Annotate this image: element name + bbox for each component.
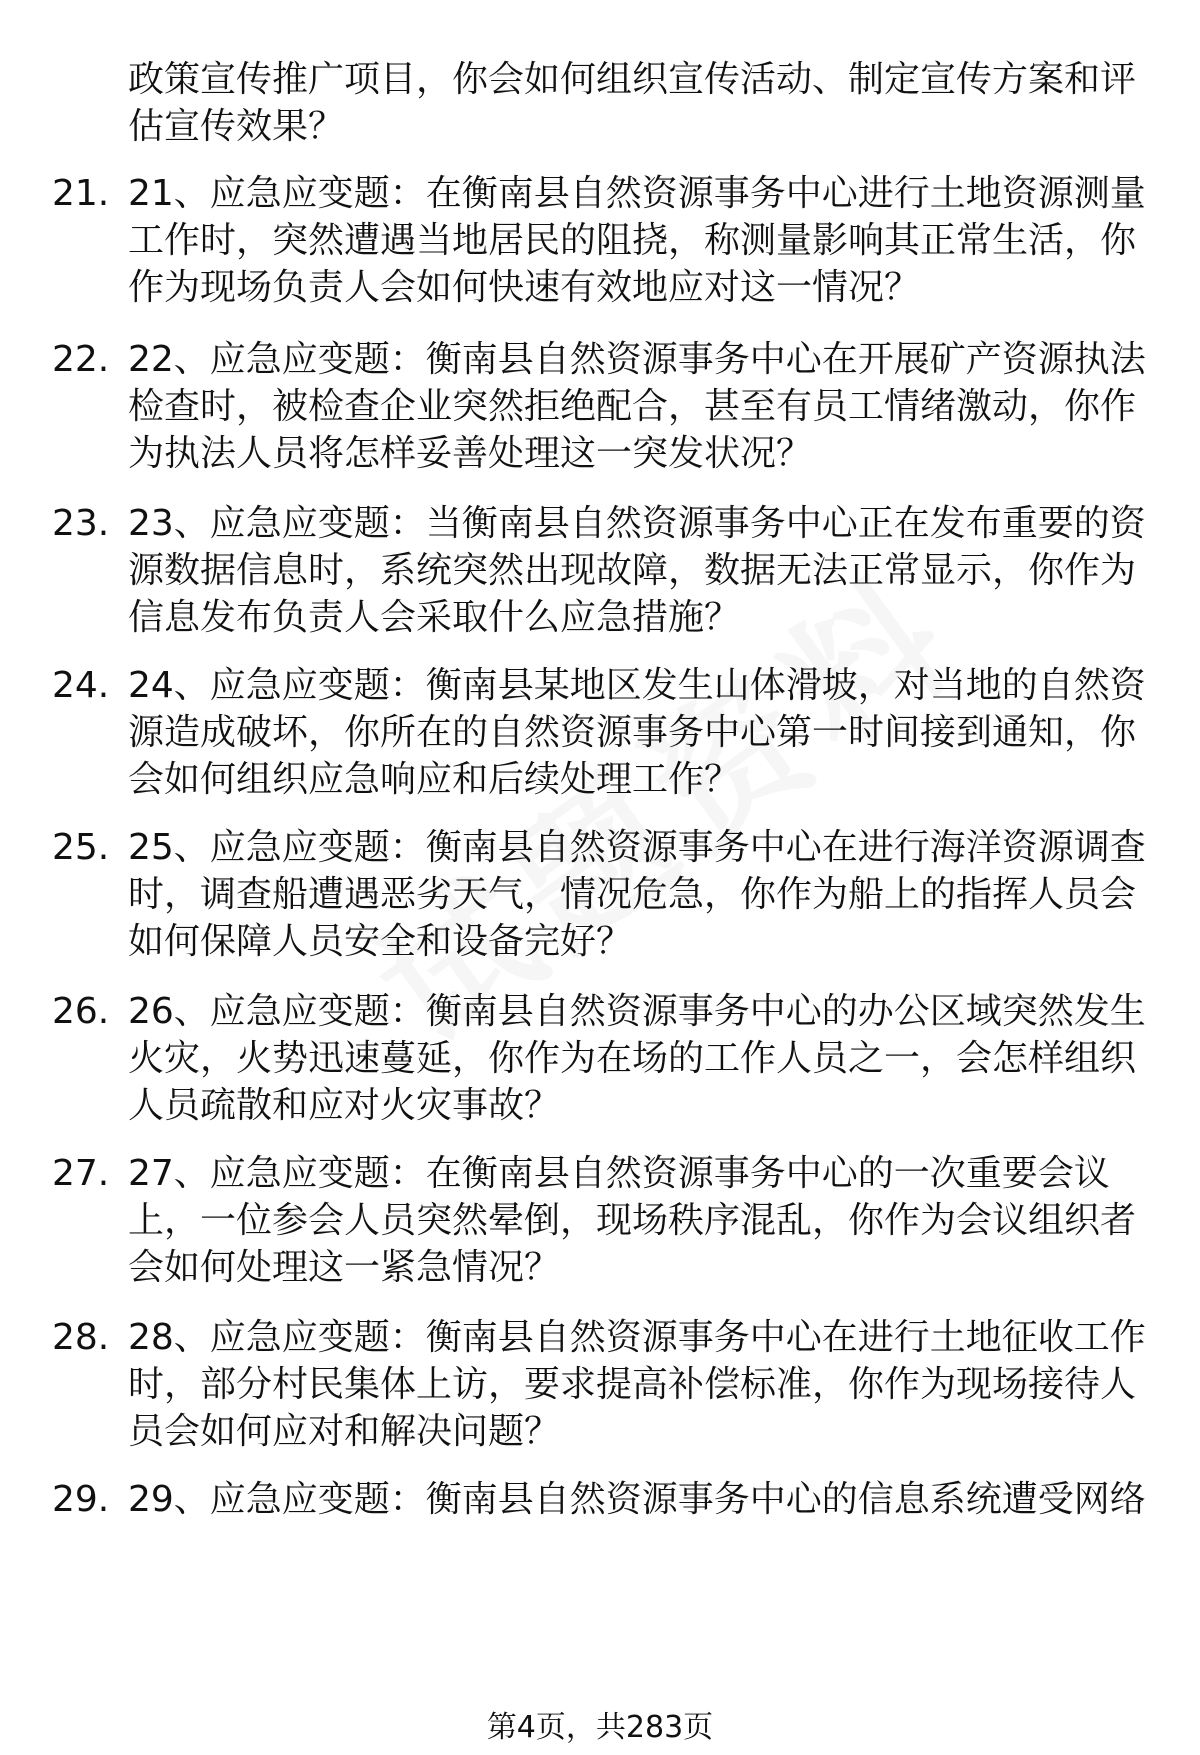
item-text: 24、应急应变题：衡南县某地区发生山体滑坡，对当地的自然资源造成破坏，你所在的自然资源事务中心第一时间接到通知，你会如何组织应急响应和后续处理工作？ (128, 665, 1146, 800)
item-text: 27、应急应变题：在衡南县自然资源事务中心的一次重要会议上，一位参会人员突然晕倒，现场秩序混乱，你作为会议组织者会如何处理这一紧急情况？ (128, 1153, 1137, 1288)
item-number: 23. (52, 503, 110, 544)
continuation-paragraph: 政策宣传推广项目，你会如何组织宣传活动、制定宣传方案和评估宣传效果？ (128, 59, 1137, 147)
item-text: 25、应急应变题：衡南县自然资源事务中心在进行海洋资源调查时，调查船遭遇恶劣天气，情况危急，你作为船上的指挥人员会如何保障人员安全和设备完好？ (128, 827, 1146, 962)
item-number: 21. (52, 173, 110, 214)
list-item (52, 1314, 1172, 1464)
list-item (52, 336, 1172, 486)
item-number: 26. (52, 991, 110, 1032)
item-number: 22. (52, 339, 110, 380)
item-number: 25. (52, 827, 110, 868)
item-text: 23、应急应变题：当衡南县自然资源事务中心正在发布重要的资源数据信息时，系统突然出现故障，数据无法正常显示，你作为信息发布负责人会采取什么应急措施？ (128, 503, 1146, 638)
item-number: 27. (52, 1153, 110, 1194)
item-text: 26、应急应变题：衡南县自然资源事务中心的办公区域突然发生火灾，火势迅速蔓延，你作为在场的工作人员之一，会怎样组织人员疏散和应对火灾事故？ (128, 991, 1146, 1126)
page-footer: 第4页，共283页 (486, 1710, 714, 1745)
item-text: 21、应急应变题：在衡南县自然资源事务中心进行土地资源测量工作时，突然遭遇当地居民的阻挠，称测量影响其正常生活，你作为现场负责人会如何快速有效地应对这一情况？ (128, 173, 1146, 308)
item-text: 28、应急应变题：衡南县自然资源事务中心在进行土地征收工作时，部分村民集体上访，要求提高补偿标准，你作为现场接待人员会如何应对和解决问题？ (128, 1317, 1146, 1452)
list-item (52, 988, 1172, 1138)
item-text: 22、应急应变题：衡南县自然资源事务中心在开展矿产资源执法检查时，被检查企业突然拒绝配合，甚至有员工情绪激动，你作为执法人员将怎样妥善处理这一突发状况？ (128, 339, 1146, 474)
list-item (52, 170, 1172, 320)
list-item (52, 1150, 1172, 1300)
list-item (52, 1476, 1172, 1536)
list-item (52, 662, 1172, 812)
item-text: 29、应急应变题：衡南县自然资源事务中心的信息系统遭受网络 (128, 1479, 1146, 1520)
item-number: 28. (52, 1317, 110, 1358)
item-number: 29. (52, 1479, 110, 1520)
list-item (52, 500, 1172, 650)
list-item (52, 824, 1172, 974)
item-number: 24. (52, 665, 110, 706)
